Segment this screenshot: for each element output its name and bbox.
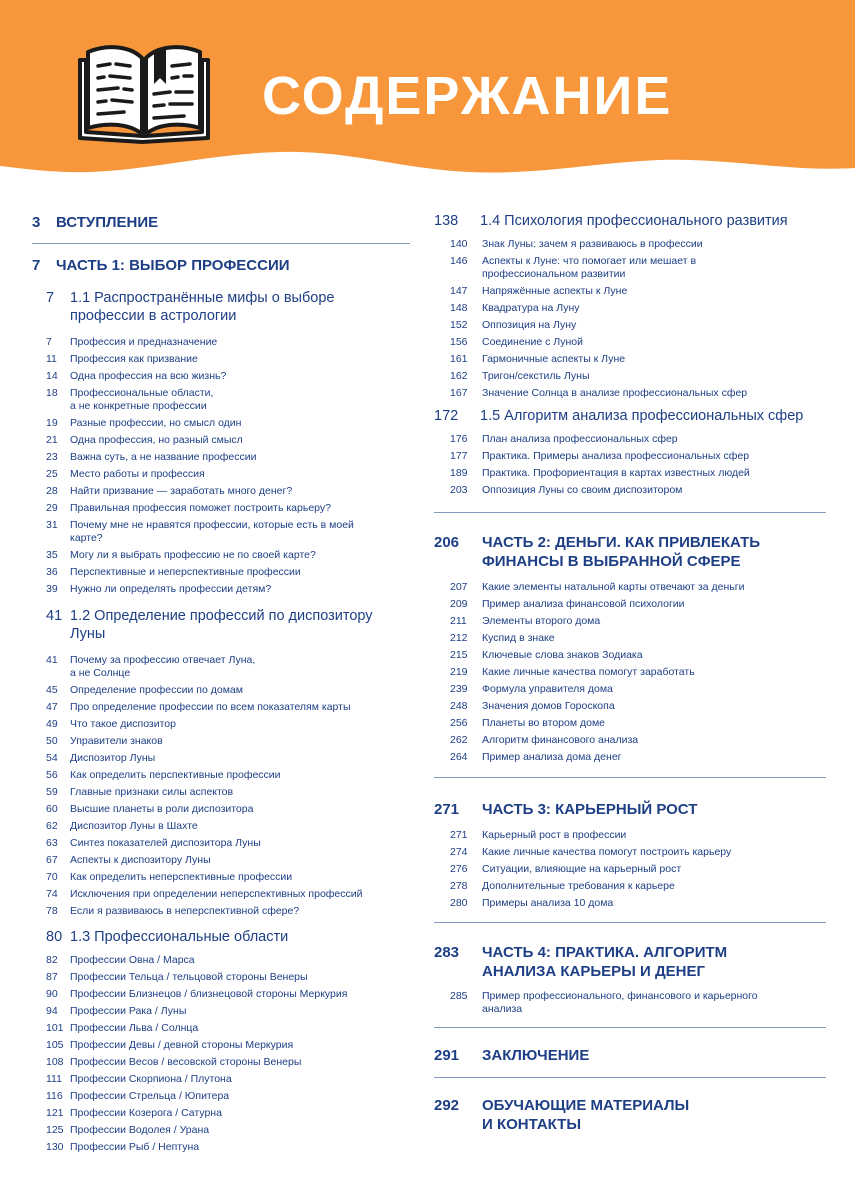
page-number: 211	[450, 614, 467, 627]
item-title: Профессии Близнецов / близнецовой стороны Меркурия	[70, 988, 348, 1001]
page-number: 3	[32, 214, 41, 231]
list-item[interactable]	[434, 238, 826, 251]
page-number: 167	[450, 387, 468, 400]
list-item[interactable]	[32, 988, 410, 1001]
item-title: Профессии Водолея / Урана	[70, 1124, 210, 1137]
item-title: Куспид в знаке	[482, 631, 555, 644]
page-number: 292	[434, 1097, 460, 1115]
item-title: Напряжённые аспекты к Луне	[482, 285, 628, 298]
item-title: Одна профессия на всю жизнь?	[70, 370, 227, 382]
page-number: 47	[46, 700, 58, 713]
list-item[interactable]	[32, 451, 410, 464]
divider	[434, 512, 826, 513]
list-item[interactable]	[434, 467, 826, 480]
list-item[interactable]	[32, 752, 410, 765]
page-number: 121	[46, 1107, 64, 1120]
page-number: 45	[46, 683, 58, 696]
item-title: Пример анализа финансовой психологии	[482, 597, 685, 610]
page-number: 215	[450, 648, 468, 661]
page-number: 291	[434, 1047, 460, 1065]
list-item[interactable]	[32, 954, 410, 967]
list-item[interactable]	[32, 684, 410, 697]
list-item[interactable]	[434, 666, 826, 679]
item-title: Планеты во втором доме	[482, 716, 606, 729]
page-number: 146	[450, 255, 468, 267]
item-title: Оппозиция на Луну	[482, 319, 577, 332]
page-number: 276	[450, 862, 468, 875]
list-item[interactable]	[32, 837, 410, 850]
divider	[434, 777, 826, 778]
item-title: Профессия как призвание	[70, 353, 198, 365]
list-item[interactable]	[434, 370, 826, 383]
toc-materials[interactable]	[434, 1096, 826, 1134]
list-item[interactable]	[434, 302, 826, 315]
item-title: Синтез показателей диспозитора Луны	[70, 836, 261, 849]
list-item[interactable]	[32, 971, 410, 984]
item-title: Если я развиваюсь в неперспективной сфере?	[70, 904, 300, 917]
page-number: 177	[450, 450, 468, 463]
list-item[interactable]	[32, 549, 410, 562]
list-item[interactable]	[434, 863, 826, 876]
list-item[interactable]	[32, 370, 410, 383]
section-title: 1.2 Определение профессий по диспозитору Луны	[70, 607, 373, 642]
list-item[interactable]	[32, 485, 410, 498]
page-number: 209	[450, 597, 468, 610]
item-title: Соединение с Луной	[482, 336, 584, 349]
page-number: 248	[450, 699, 468, 712]
item-title: Знак Луны: зачем я развиваюсь в профессии	[482, 238, 703, 250]
item-title: Что такое диспозитор	[70, 717, 176, 730]
page-number: 105	[46, 1039, 64, 1052]
item-title: Нужно ли определять профессии детям?	[70, 583, 272, 596]
page-number: 285	[450, 990, 468, 1003]
section-title: 1.1 Распространённые мифы о выборе профессии в астрологии	[70, 290, 335, 324]
list-item[interactable]	[32, 786, 410, 799]
page-number: 130	[46, 1141, 64, 1154]
page-number: 59	[46, 785, 58, 798]
page-number: 262	[450, 733, 468, 746]
list-item[interactable]	[32, 854, 410, 867]
list-item[interactable]	[32, 718, 410, 731]
list-item[interactable]	[32, 502, 410, 515]
item-title: Профессия и предназначение	[70, 336, 218, 348]
item-title: Элементы второго дома	[482, 614, 601, 627]
page-number: 90	[46, 988, 58, 1001]
page-number: 35	[46, 549, 58, 562]
page-number: 63	[46, 836, 58, 849]
list-item[interactable]	[32, 803, 410, 816]
page-number: 70	[46, 870, 58, 883]
item-title: Найти призвание — заработать много денег?	[70, 485, 293, 498]
toc-right-column	[434, 212, 826, 1134]
page-title: СОДЕРЖАНИЕ	[262, 66, 673, 126]
toc-part-2[interactable]	[434, 533, 826, 571]
list-item[interactable]	[434, 387, 826, 400]
item-title: Перспективные и неперспективные профессии	[70, 566, 301, 579]
list-item[interactable]	[32, 1039, 410, 1052]
item-title: Практика. Примеры анализа профессиональных сфер	[482, 450, 750, 463]
page-number: 280	[450, 896, 468, 909]
item-title: Профессии Стрельца / Юпитера	[70, 1090, 230, 1103]
page-number: 283	[434, 944, 460, 962]
page-number: 203	[450, 484, 468, 497]
list-item[interactable]	[32, 820, 410, 833]
toc-section-1-1[interactable]	[32, 289, 410, 325]
item-title: Какие личные качества помогут построить карьеру	[482, 845, 732, 858]
page-number: 271	[434, 800, 460, 818]
entry-title: ВСТУПЛЕНИЕ	[56, 214, 159, 231]
page-number: 25	[46, 468, 58, 481]
list-item[interactable]	[32, 735, 410, 748]
divider	[434, 1027, 826, 1028]
list-item[interactable]	[32, 336, 410, 349]
header-banner	[0, 0, 855, 200]
list-item[interactable]	[32, 1073, 410, 1086]
part-title: ЗАКЛЮЧЕНИЕ	[482, 1047, 590, 1065]
page-number: 41	[46, 607, 63, 624]
section-1-4-list	[434, 238, 826, 400]
page-number: 62	[46, 819, 58, 832]
item-title: Пример профессионального, финансового и карьерного анализа	[482, 990, 758, 1016]
page-number: 156	[450, 336, 468, 349]
part-4-list	[434, 990, 826, 1016]
section-title: 1.4 Психология профессионального развития	[480, 213, 788, 229]
page-number: 74	[46, 887, 58, 900]
page-number: 219	[450, 665, 468, 678]
page-number: 116	[46, 1090, 63, 1103]
page-number: 78	[46, 904, 58, 917]
list-item[interactable]	[434, 990, 826, 1016]
list-item[interactable]	[434, 285, 826, 298]
page-number: 21	[46, 434, 58, 447]
item-title: Какие личные качества помогут заработать	[482, 665, 695, 678]
page-number: 28	[46, 485, 58, 498]
item-title: Профессии Овна / Марса	[70, 954, 195, 967]
page-number: 39	[46, 583, 58, 596]
item-title: Главные признаки силы аспектов	[70, 785, 234, 798]
page-number: 256	[450, 716, 468, 729]
item-title: Диспозитор Луны	[70, 751, 156, 764]
page-number: 18	[46, 387, 58, 399]
page-number: 7	[32, 257, 41, 274]
divider	[434, 1077, 826, 1078]
page-number: 278	[450, 879, 468, 892]
page-number: 7	[46, 290, 55, 306]
page-number: 101	[46, 1022, 64, 1035]
page-number: 56	[46, 768, 58, 781]
item-title: Профессии Льва / Солнца	[70, 1022, 199, 1035]
toc-section-1-3[interactable]	[32, 928, 410, 946]
list-item[interactable]	[32, 468, 410, 481]
page-number: 14	[46, 370, 58, 382]
page-number: 23	[46, 451, 58, 464]
item-title: Алгоритм финансового анализа	[482, 733, 639, 746]
list-item[interactable]	[32, 701, 410, 714]
list-item[interactable]	[32, 1056, 410, 1069]
page-number: 11	[46, 353, 57, 365]
part-3-list	[434, 829, 826, 910]
page-number: 7	[46, 336, 52, 348]
section-title: 1.3 Профессиональные области	[70, 929, 289, 946]
item-title: Ситуации, влияющие на карьерный рост	[482, 862, 682, 875]
list-item[interactable]	[32, 1107, 410, 1120]
page-number: 207	[450, 580, 468, 593]
list-item[interactable]	[32, 888, 410, 901]
item-title: План анализа профессиональных сфер	[482, 433, 678, 446]
page-number: 161	[450, 353, 468, 366]
list-item[interactable]	[32, 769, 410, 782]
item-title: Место работы и профессия	[70, 468, 205, 481]
toc-part-4[interactable]	[434, 943, 826, 981]
list-item[interactable]	[434, 700, 826, 713]
toc-section-1-5[interactable]	[434, 407, 826, 425]
item-title: Примеры анализа 10 дома	[482, 896, 614, 909]
item-title: Аспекты к Луне: что помогает или мешает в профессиональном развитии	[482, 255, 697, 281]
divider	[32, 243, 410, 244]
toc-part-1[interactable]	[32, 256, 410, 275]
item-title: Профессии Рыб / Нептуна	[70, 1141, 200, 1154]
list-item[interactable]	[434, 433, 826, 446]
item-title: Карьерный рост в профессии	[482, 828, 627, 841]
item-title: Как определить неперспективные профессии	[70, 870, 293, 883]
item-title: Профессии Скорпиона / Плутона	[70, 1073, 232, 1086]
page-number: 176	[450, 433, 468, 446]
item-title: Могу ли я выбрать профессию не по своей карте?	[70, 549, 316, 562]
item-title: Важна суть, а не название профессии	[70, 451, 257, 464]
item-title: Оппозиция Луны со своим диспозитором	[482, 484, 683, 497]
part-title: ЧАСТЬ 1: ВЫБОР ПРОФЕССИИ	[56, 257, 290, 274]
list-item[interactable]	[32, 353, 410, 366]
page-number: 82	[46, 954, 58, 967]
list-item[interactable]	[434, 336, 826, 349]
list-item[interactable]	[434, 598, 826, 611]
item-title: Формула управителя дома	[482, 682, 613, 695]
item-title: Гармоничные аспекты к Луне	[482, 353, 626, 366]
page-number: 87	[46, 971, 58, 984]
item-title: Разные профессии, но смысл один	[70, 417, 242, 430]
toc-section-1-2[interactable]	[32, 607, 410, 643]
list-item[interactable]	[434, 649, 826, 662]
page-number: 140	[450, 238, 468, 250]
part-title: ОБУЧАЮЩИЕ МАТЕРИАЛЫ И КОНТАКТЫ	[482, 1097, 690, 1134]
page-number: 60	[46, 802, 58, 815]
list-item[interactable]	[32, 654, 410, 680]
page-number: 36	[46, 566, 58, 579]
part-2-list	[434, 581, 826, 764]
list-item[interactable]	[434, 829, 826, 842]
page-number: 50	[46, 734, 58, 747]
page-number: 94	[46, 1005, 58, 1018]
list-item[interactable]	[434, 255, 826, 281]
item-title: Определение профессии по домам	[70, 683, 243, 696]
list-item[interactable]	[434, 632, 826, 645]
page-number: 206	[434, 533, 460, 551]
list-item[interactable]	[32, 583, 410, 596]
item-title: Правильная профессия поможет построить карьеру?	[70, 502, 331, 515]
list-item[interactable]	[434, 581, 826, 594]
toc-entry-intro[interactable]	[32, 213, 410, 232]
page-number: 111	[46, 1073, 62, 1086]
list-item[interactable]	[434, 484, 826, 497]
list-item[interactable]	[32, 1005, 410, 1018]
list-item[interactable]	[434, 734, 826, 747]
item-title: Тригон/секстиль Луны	[482, 370, 590, 383]
page-number: 125	[46, 1124, 64, 1137]
page-number: 172	[434, 408, 459, 425]
item-title: Аспекты к диспозитору Луны	[70, 853, 211, 866]
item-title: Одна профессия, но разный смысл	[70, 434, 243, 447]
part-title: ЧАСТЬ 3: КАРЬЕРНЫЙ РОСТ	[482, 800, 698, 818]
list-item[interactable]	[434, 319, 826, 332]
list-item[interactable]	[434, 880, 826, 893]
list-item[interactable]	[32, 434, 410, 447]
page-number: 152	[450, 319, 468, 332]
item-title: Как определить перспективные профессии	[70, 768, 281, 781]
page-number: 29	[46, 502, 58, 515]
item-title: Ключевые слова знаков Зодиака	[482, 648, 643, 661]
list-item[interactable]	[434, 353, 826, 366]
item-title: Профессии Козерога / Сатурна	[70, 1107, 222, 1120]
page-number: 54	[46, 751, 58, 764]
item-title: Значение Солнца в анализе профессиональных сфер	[482, 387, 748, 400]
page-number: 189	[450, 467, 468, 480]
list-item[interactable]	[32, 566, 410, 579]
list-item[interactable]	[434, 897, 826, 910]
list-item[interactable]	[32, 519, 410, 545]
page-number: 162	[450, 370, 468, 383]
part-title: ЧАСТЬ 2: ДЕНЬГИ. КАК ПРИВЛЕКАТЬ ФИНАНСЫ В ВЫБРАННОЙ СФЕРЕ	[482, 533, 761, 570]
toc-conclusion[interactable]	[434, 1046, 826, 1065]
section-1-1-list	[32, 336, 410, 597]
item-title: Высшие планеты в роли диспозитора	[70, 802, 254, 815]
page-number: 41	[46, 653, 58, 666]
item-title: Про определение профессии по всем показателям карты	[70, 700, 351, 713]
page-number: 108	[46, 1056, 64, 1069]
list-item[interactable]	[32, 1124, 410, 1137]
item-title: Профессии Весов / весовской стороны Венеры	[70, 1056, 302, 1069]
page-number: 212	[450, 631, 468, 644]
item-title: Почему за профессию отвечает Луна, а не Солнце	[70, 653, 256, 679]
list-item[interactable]	[434, 450, 826, 463]
item-title: Диспозитор Луны в Шахте	[70, 819, 198, 832]
section-1-3-list	[32, 954, 410, 1154]
page-number: 274	[450, 845, 468, 858]
section-1-5-list	[434, 433, 826, 497]
page-number: 271	[450, 828, 468, 841]
page-number: 80	[46, 929, 63, 946]
item-title: Квадратура на Луну	[482, 302, 580, 315]
toc-part-3[interactable]	[434, 800, 826, 819]
section-1-2-list	[32, 654, 410, 918]
page-number: 49	[46, 717, 58, 730]
list-item[interactable]	[32, 871, 410, 884]
item-title: Управители знаков	[70, 734, 163, 747]
toc-section-1-4[interactable]	[434, 212, 826, 230]
list-item[interactable]	[32, 1022, 410, 1035]
page-number: 148	[450, 302, 468, 315]
item-title: Почему мне не нравятся профессии, которые есть в моей карте?	[70, 519, 354, 545]
section-title: 1.5 Алгоритм анализа профессиональных сфер	[480, 408, 804, 425]
item-title: Профессии Девы / девной стороны Меркурия	[70, 1039, 294, 1052]
list-item[interactable]	[434, 846, 826, 859]
page-number: 67	[46, 853, 58, 866]
page-number: 239	[450, 682, 468, 695]
item-title: Какие элементы натальной карты отвечают за деньги	[482, 580, 745, 593]
list-item[interactable]	[434, 615, 826, 628]
page-number: 147	[450, 285, 468, 298]
page-number: 264	[450, 750, 468, 763]
item-title: Пример анализа дома денег	[482, 750, 622, 763]
item-title: Практика. Профориентация в картах известных людей	[482, 467, 750, 480]
item-title: Профессии Рака / Луны	[70, 1005, 187, 1018]
list-item[interactable]	[434, 717, 826, 730]
list-item[interactable]	[32, 1141, 410, 1154]
list-item[interactable]	[32, 905, 410, 918]
list-item[interactable]	[32, 1090, 410, 1103]
page-number: 138	[434, 213, 459, 229]
toc-left-column	[32, 212, 410, 1158]
page-number: 31	[46, 519, 58, 532]
divider	[434, 922, 826, 923]
item-title: Дополнительные требования к карьере	[482, 879, 675, 892]
part-title: ЧАСТЬ 4: ПРАКТИКА. АЛГОРИТМ АНАЛИЗА КАРЬЕРЫ И ДЕНЕГ	[482, 944, 728, 981]
list-item[interactable]	[32, 417, 410, 430]
item-title: Исключения при определении неперспективных профессий	[70, 887, 363, 900]
page-number: 19	[46, 417, 58, 430]
list-item[interactable]	[434, 683, 826, 696]
item-title: Значения домов Гороскопа	[482, 699, 615, 712]
open-book-icon	[74, 38, 214, 150]
list-item[interactable]	[32, 387, 410, 413]
item-title: Профессиональные области, а не конкретные профессии	[70, 387, 214, 413]
item-title: Профессии Тельца / тельцовой стороны Венеры	[70, 971, 308, 984]
list-item[interactable]	[434, 751, 826, 764]
